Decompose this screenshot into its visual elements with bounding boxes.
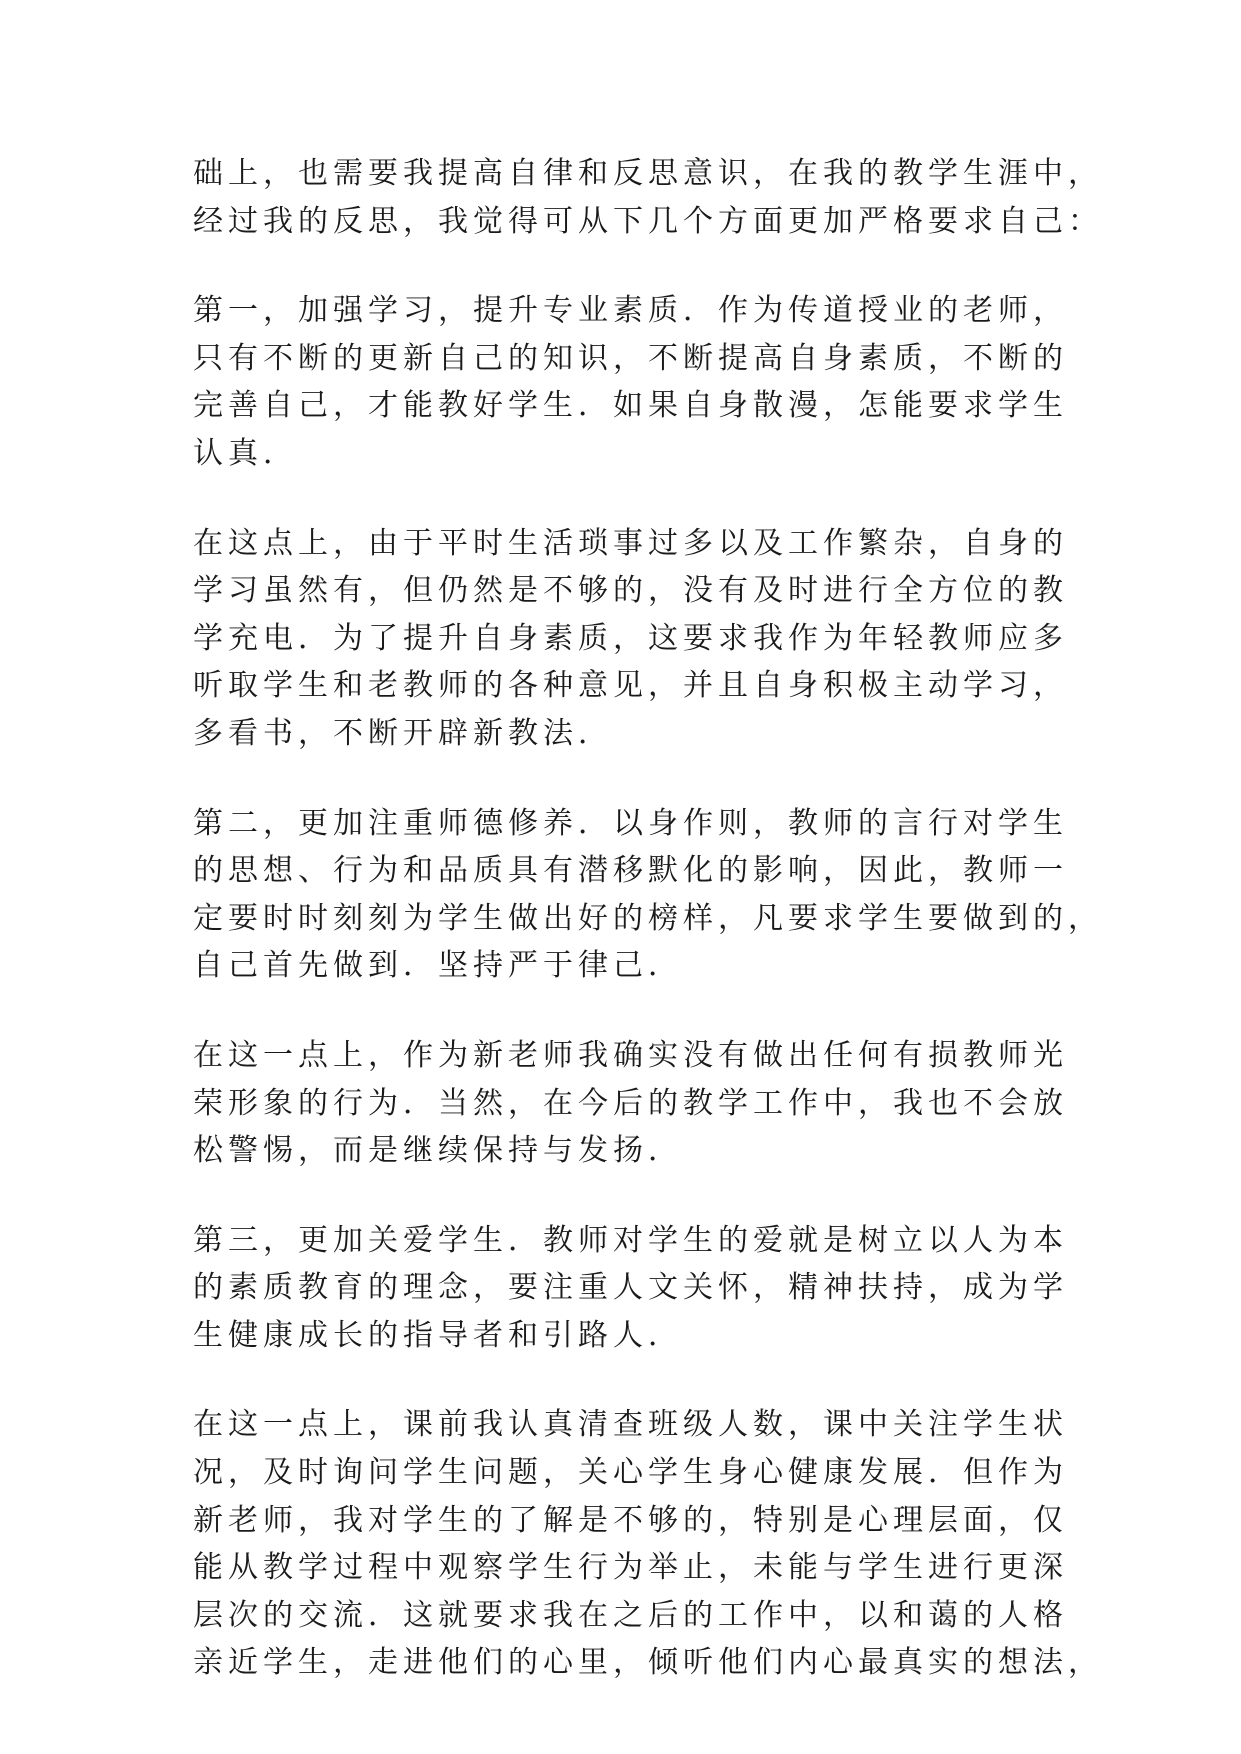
text-line: 新老师，我对学生的了解是不够的，特别是心理层面，仅 xyxy=(193,1502,1068,1538)
text-line: 学习虽然有，但仍然是不够的，没有及时进行全方位的教 xyxy=(193,573,1068,609)
paragraph-6 xyxy=(193,1217,1068,1360)
text-line: 荣形象的行为．当然，在今后的教学工作中，我也不会放 xyxy=(193,1085,1068,1121)
text-line: 在这一点上，课前我认真清查班级人数，课中关注学生状 xyxy=(193,1407,1068,1443)
text-line: 的素质教育的理念，要注重人文关怀，精神扶持，成为学 xyxy=(193,1270,1068,1306)
text-line: 学充电．为了提升自身素质，这要求我作为年轻教师应多 xyxy=(193,620,1068,656)
paragraph-5 xyxy=(193,1032,1068,1175)
text-line: 第三，更加关爱学生．教师对学生的爱就是树立以人为本 xyxy=(193,1222,1068,1258)
text-line: 生健康成长的指导者和引路人． xyxy=(193,1317,683,1353)
text-line: 第二，更加注重师德修养．以身作则，教师的言行对学生 xyxy=(193,805,1068,841)
text-line: 多看书，不断开辟新教法． xyxy=(193,715,613,751)
text-line: 第一，加强学习，提升专业素质．作为传道授业的老师， xyxy=(193,293,1068,329)
text-line: 能从教学过程中观察学生行为举止，未能与学生进行更深 xyxy=(193,1550,1068,1586)
text-line: 听取学生和老教师的各种意见，并且自身积极主动学习， xyxy=(193,668,1068,704)
text-line: 的思想、行为和品质具有潜移默化的影响，因此，教师一 xyxy=(193,853,1068,889)
document-body xyxy=(193,150,1103,1729)
text-line: 只有不断的更新自己的知识，不断提高自身素质，不断的 xyxy=(193,340,1068,376)
text-line: 经过我的反思，我觉得可从下几个方面更加严格要求自己： xyxy=(193,203,1103,239)
text-line: 层次的交流．这就要求我在之后的工作中，以和蔼的人格 xyxy=(193,1597,1068,1633)
text-line: 况，及时询问学生问题，关心学生身心健康发展．但作为 xyxy=(193,1455,1068,1491)
text-line: 松警惕，而是继续保持与发扬． xyxy=(193,1133,683,1169)
paragraph-2 xyxy=(193,287,1068,477)
paragraph-7 xyxy=(193,1401,1103,1687)
text-line: 在这点上，由于平时生活琐事过多以及工作繁杂，自身的 xyxy=(193,525,1068,561)
text-line: 亲近学生，走进他们的心里，倾听他们内心最真实的想法， xyxy=(193,1645,1103,1681)
text-line: 自己首先做到．坚持严于律己． xyxy=(193,948,683,984)
text-line: 完善自己，才能教好学生．如果自身散漫，怎能要求学生 xyxy=(193,388,1068,424)
text-line: 在这一点上，作为新老师我确实没有做出任何有损教师光 xyxy=(193,1037,1068,1073)
paragraph-4 xyxy=(193,800,1103,990)
paragraph-1 xyxy=(193,150,1103,245)
paragraph-3 xyxy=(193,520,1068,758)
text-line: 定要时时刻刻为学生做出好的榜样，凡要求学生要做到的， xyxy=(193,900,1103,936)
text-line: 础上，也需要我提高自律和反思意识，在我的教学生涯中， xyxy=(193,156,1103,191)
text-line: 认真． xyxy=(193,435,298,471)
